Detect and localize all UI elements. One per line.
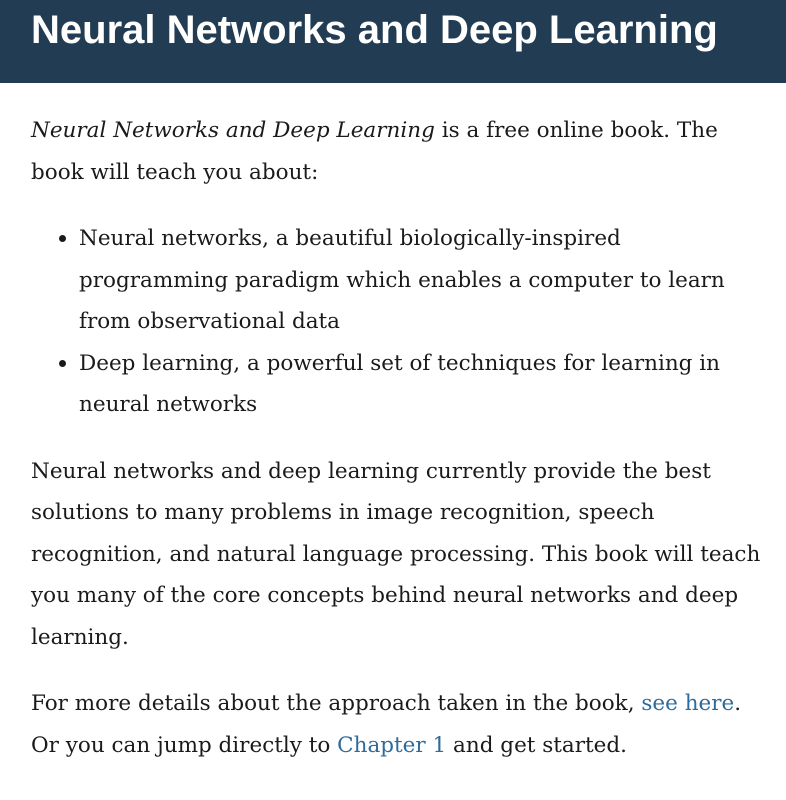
description-paragraph: Neural networks and deep learning currently provide the best solutions to many problems in image recognition, speech recognition, and natural language processing. This book will teach you many of the core concepts behind neural networks and deep learning. (31, 458, 761, 650)
page-title: Neural Networks and Deep Learning (31, 8, 718, 52)
details-text: For more details about the approach taken in the book, (31, 691, 642, 716)
page-header (0, 0, 786, 83)
book-title: Neural Networks and Deep Learning (31, 118, 435, 143)
list-item: Neural networks, a beautiful biologically-inspired programming paradigm which enables a computer to learn from observational data (79, 218, 771, 343)
main-content (31, 110, 771, 766)
intro-paragraph (31, 110, 771, 193)
details-text-middle: . Or you can jump directly to (31, 691, 742, 758)
topics-list (31, 218, 771, 426)
see-here-link[interactable]: see here (641, 691, 735, 716)
intro-text: is a free online book. The book will teach you about: (31, 118, 718, 185)
list-item: Deep learning, a powerful set of techniques for learning in neural networks (79, 343, 771, 426)
details-text-end: and get started. (446, 732, 627, 758)
chapter-1-link[interactable]: Chapter 1 (337, 732, 447, 758)
details-paragraph (31, 683, 771, 766)
